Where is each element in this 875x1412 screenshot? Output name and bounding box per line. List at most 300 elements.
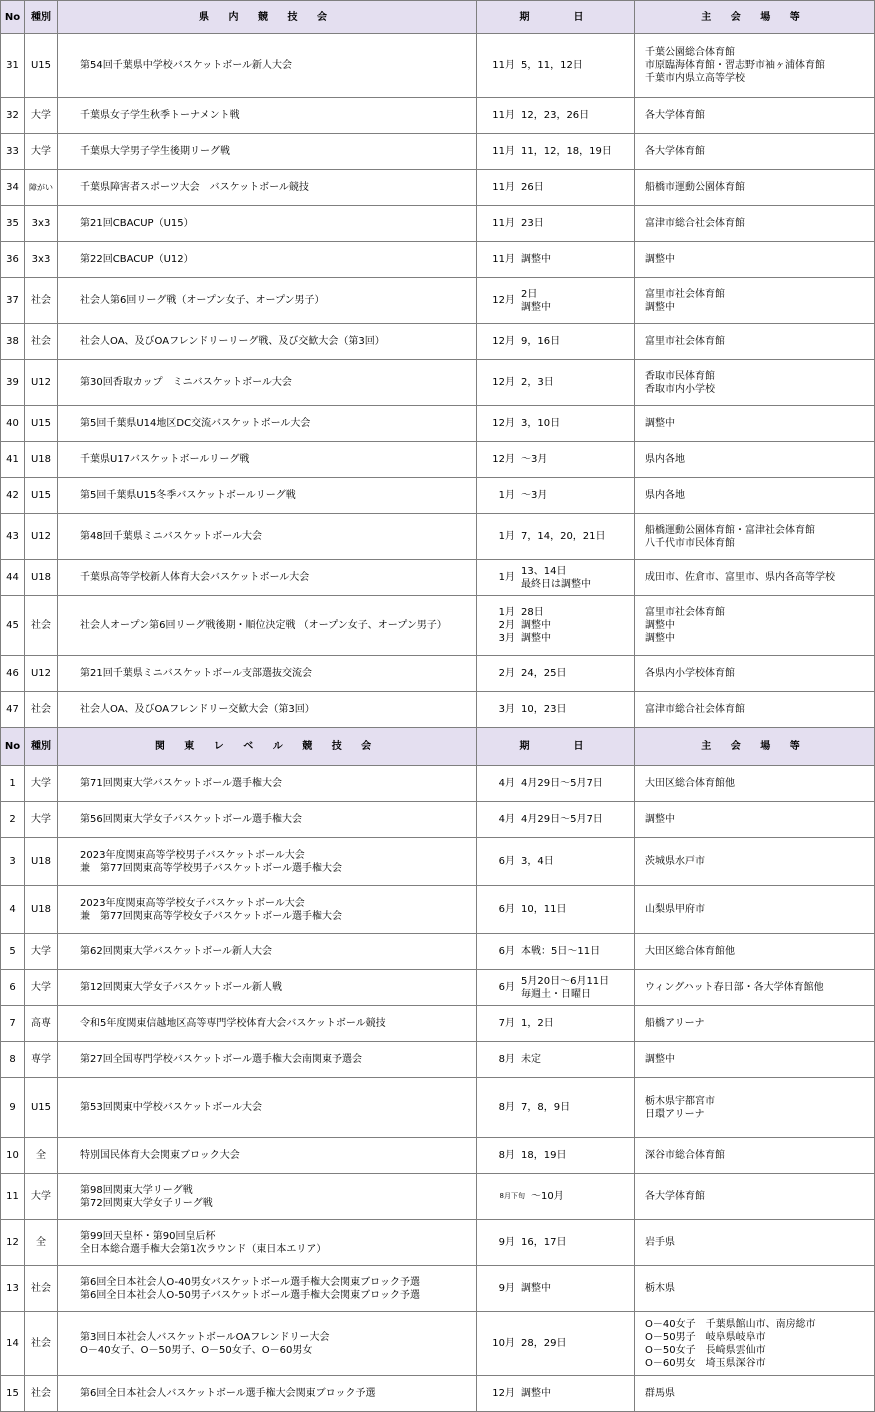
date-day: 28日: [521, 607, 544, 618]
row-venue: [635, 1174, 875, 1220]
event-name: 第71回関東大学バスケットボール選手権大会: [80, 778, 283, 789]
row-date: [477, 1312, 635, 1376]
date-day: 3，4日: [521, 856, 554, 867]
venue-name: 富津市総合社会体育館: [645, 218, 745, 229]
date-group: [485, 667, 634, 680]
row-number: 41: [1, 442, 25, 478]
row-category: U15: [25, 1078, 58, 1138]
row-number: 40: [1, 406, 25, 442]
row-event: [58, 34, 477, 98]
date-group: [485, 253, 634, 266]
table-row: [1, 1138, 875, 1174]
row-venue: [635, 324, 875, 360]
date-month: 3月: [498, 633, 515, 644]
venue-name: 香取市民体育館: [645, 370, 715, 382]
row-number: 14: [1, 1312, 25, 1376]
row-category: 全: [25, 1220, 58, 1266]
table-row: [1, 1376, 875, 1412]
row-number: 39: [1, 360, 25, 406]
table-row: [1, 1312, 875, 1376]
date-month: 2月: [498, 620, 515, 631]
row-number: 43: [1, 514, 25, 560]
table-row: [1, 170, 875, 206]
date-days: [521, 1053, 541, 1066]
venue-name: 各大学体育館: [645, 1191, 705, 1202]
date-month: 7月: [498, 1018, 515, 1029]
row-date: [477, 692, 635, 728]
row-date: [477, 406, 635, 442]
row-event: [58, 442, 477, 478]
row-date: [477, 478, 635, 514]
table-row: [1, 970, 875, 1006]
table-row: [1, 324, 875, 360]
row-event: [58, 242, 477, 278]
row-event: [58, 478, 477, 514]
date-day: 7，14，20，21日: [521, 531, 606, 542]
date-day: 本戦：5日～11日: [521, 946, 601, 957]
row-venue: [635, 560, 875, 596]
row-category: 全: [25, 1138, 58, 1174]
row-category: 大学: [25, 802, 58, 838]
venue-name: 市原臨海体育館・習志野市袖ヶ浦体育館: [645, 60, 825, 71]
date-days: [521, 903, 566, 916]
row-event: [58, 514, 477, 560]
date-month: 11月: [492, 254, 515, 265]
venue-name: 岩手県: [645, 1237, 675, 1248]
date-day: ～10月: [531, 1191, 564, 1202]
date-day: 未定: [521, 1054, 541, 1065]
row-venue: [635, 242, 875, 278]
row-date: [477, 656, 635, 692]
venue-name: 八千代市市民体育館: [645, 537, 735, 549]
row-date: [477, 242, 635, 278]
header-date: 期 日: [477, 1, 635, 34]
date-days: [521, 1149, 566, 1162]
row-event: [58, 206, 477, 242]
date-day: ～3月: [521, 490, 548, 501]
row-category: 障がい: [25, 170, 58, 206]
row-category: 3x3: [25, 242, 58, 278]
table-row: [1, 1266, 875, 1312]
date-month: 6月: [498, 856, 515, 867]
date-month: 11月: [492, 110, 515, 121]
row-date: [477, 1174, 635, 1220]
date-day: 4月29日～5月7日: [521, 814, 603, 825]
date-days: [521, 813, 603, 826]
event-name: O－40女子、O－50男子、O－50女子、O－60男女: [80, 1344, 313, 1356]
row-date: [477, 766, 635, 802]
date-month: 12月: [492, 336, 515, 347]
venue-name: O－50女子 長崎県雲仙市: [645, 1344, 766, 1356]
table-row: [1, 1042, 875, 1078]
date-month: 12月: [492, 418, 515, 429]
date-day: 28，29日: [521, 1338, 567, 1349]
row-date: [477, 514, 635, 560]
date-days: [521, 1282, 551, 1295]
row-event: [58, 692, 477, 728]
row-number: 35: [1, 206, 25, 242]
table-row: [1, 478, 875, 514]
event-name: 千葉県大学男子学生後期リーグ戦: [80, 146, 230, 157]
venue-name: 栃木県宇都宮市: [645, 1095, 715, 1107]
date-group: [485, 417, 634, 430]
event-name: 社会人第6回リーグ戦（オープン女子、オープン男子）: [80, 295, 325, 306]
date-group: [485, 1236, 634, 1249]
date-day: 調整中: [521, 254, 551, 265]
row-category: U18: [25, 560, 58, 596]
row-date: [477, 838, 635, 886]
table-row: [1, 1174, 875, 1220]
row-date: [477, 324, 635, 360]
row-date: [477, 34, 635, 98]
row-category: U18: [25, 886, 58, 934]
date-day: 調整中: [521, 620, 551, 631]
date-day: 18，19日: [521, 1150, 567, 1161]
table-row: [1, 278, 875, 324]
venue-name: 各大学体育館: [645, 146, 705, 157]
date-group: [485, 489, 634, 502]
date-group: [485, 217, 634, 230]
date-group: [485, 453, 634, 466]
date-month: 12月: [492, 454, 515, 465]
date-group: [485, 1337, 634, 1350]
event-name: 兼 第77回関東高等学校女子バスケットボール選手権大会: [80, 910, 343, 922]
date-group: [485, 1101, 634, 1114]
event-name: 第12回関東大学女子バスケットボール新人戦: [80, 982, 283, 993]
row-venue: [635, 514, 875, 560]
table-row: [1, 1006, 875, 1042]
date-day: 1，2日: [521, 1018, 554, 1029]
event-name: 令和5年度関東信越地区高等専門学校体育大会バスケットボール競技: [80, 1018, 386, 1029]
date-month: 8月下旬: [499, 1192, 525, 1200]
date-month: 12月: [492, 377, 515, 388]
date-days: [521, 181, 544, 194]
row-venue: [635, 406, 875, 442]
venue-name: ウィングハット春日部・各大学体育館他: [645, 982, 824, 993]
venue-name: 千葉公園総合体育館: [645, 47, 735, 58]
table-header-row: [1, 1, 875, 34]
row-category: U18: [25, 442, 58, 478]
date-group: [485, 530, 634, 543]
row-event: [58, 98, 477, 134]
venue-name: O－40女子 千葉県館山市、南房総市: [645, 1318, 816, 1330]
table-row: [1, 560, 875, 596]
row-event: [58, 1138, 477, 1174]
date-group: [485, 1149, 634, 1162]
venue-name: 調整中: [645, 301, 675, 313]
header-venue: 主 会 場 等: [635, 728, 875, 766]
date-group: [485, 1190, 634, 1203]
venue-name: 富里市社会体育館: [645, 288, 725, 300]
row-venue: [635, 278, 875, 324]
header-category: 種別: [25, 1, 58, 34]
date-days: [521, 335, 560, 348]
row-event: [58, 406, 477, 442]
row-number: 13: [1, 1266, 25, 1312]
row-venue: [635, 1220, 875, 1266]
date-month: 11月: [492, 146, 515, 157]
table-row: [1, 1220, 875, 1266]
date-day: 26日: [521, 182, 544, 193]
table-row: [1, 406, 875, 442]
row-category: 社会: [25, 1312, 58, 1376]
row-venue: [635, 478, 875, 514]
row-category: U12: [25, 656, 58, 692]
date-group: [485, 975, 634, 1001]
event-name: 千葉県U17バスケットボールリーグ戦: [80, 454, 250, 465]
row-venue: [635, 596, 875, 656]
row-venue: [635, 1376, 875, 1412]
venue-name: 群馬県: [645, 1388, 675, 1399]
event-name: 社会人OA、及びOAフレンドリー交歓大会（第3回）: [80, 704, 315, 715]
date-days: [521, 145, 612, 158]
row-date: [477, 886, 635, 934]
table-row: [1, 98, 875, 134]
row-event: [58, 838, 477, 886]
table-row: [1, 838, 875, 886]
date-day: 24，25日: [521, 668, 567, 679]
venue-name: 富津市総合社会体育館: [645, 704, 745, 715]
row-number: 11: [1, 1174, 25, 1220]
row-number: 12: [1, 1220, 25, 1266]
table-row: [1, 514, 875, 560]
row-number: 15: [1, 1376, 25, 1412]
date-group: [485, 335, 634, 348]
row-venue: [635, 1138, 875, 1174]
date-day: 13、14日: [521, 565, 567, 577]
venue-name: O－50男子 岐阜県岐阜市: [645, 1331, 766, 1343]
row-event: [58, 560, 477, 596]
row-category: 社会: [25, 278, 58, 324]
row-event: [58, 134, 477, 170]
row-venue: [635, 838, 875, 886]
table-row: [1, 134, 875, 170]
row-category: 3x3: [25, 206, 58, 242]
date-month: 1月: [498, 607, 515, 618]
table-row: [1, 692, 875, 728]
table-row: [1, 1078, 875, 1138]
event-name: 2023年度関東高等学校男子バスケットボール大会: [80, 849, 305, 861]
venue-name: 調整中: [645, 633, 675, 644]
venue-name: 船橋アリーナ: [645, 1018, 705, 1029]
event-name: 第5回千葉県U15冬季バスケットボールリーグ戦: [80, 490, 296, 501]
row-date: [477, 206, 635, 242]
date-days: [521, 59, 583, 72]
event-name: 第53回関東中学校バスケットボール大会: [80, 1102, 263, 1113]
row-number: 8: [1, 1042, 25, 1078]
row-venue: [635, 1266, 875, 1312]
date-group: [485, 703, 634, 716]
row-event: [58, 886, 477, 934]
date-month: 12月: [492, 295, 515, 306]
event-name: 社会人オープン第6回リーグ戦後期・順位決定戦 （オープン女子、オープン男子）: [80, 620, 447, 631]
event-name: 千葉県女子学生秋季トーナメント戦: [80, 110, 240, 121]
row-date: [477, 170, 635, 206]
date-group: [485, 145, 634, 158]
row-venue: [635, 442, 875, 478]
row-number: 1: [1, 766, 25, 802]
date-month: 1月: [498, 572, 515, 583]
row-date: [477, 934, 635, 970]
row-category: 社会: [25, 1266, 58, 1312]
date-day: 12，23，26日: [521, 110, 590, 121]
row-venue: [635, 934, 875, 970]
row-date: [477, 970, 635, 1006]
row-number: 45: [1, 596, 25, 656]
date-days: [521, 288, 551, 314]
row-venue: [635, 34, 875, 98]
row-category: U12: [25, 514, 58, 560]
event-name: 全日本総合選手権大会第1次ラウンド（東日本エリア）: [80, 1243, 327, 1255]
date-days: [521, 703, 566, 716]
event-name: 第21回CBACUP（U15）: [80, 218, 194, 229]
row-venue: [635, 802, 875, 838]
row-category: 社会: [25, 1376, 58, 1412]
venue-name: 富里市社会体育館: [645, 607, 725, 618]
event-name: 千葉県障害者スポーツ大会 バスケットボール競技: [80, 182, 309, 193]
date-group: [485, 1282, 634, 1295]
table-header-row: [1, 728, 875, 766]
row-category: 社会: [25, 692, 58, 728]
venue-name: 県内各地: [645, 490, 685, 501]
date-day: 調整中: [521, 1283, 551, 1294]
venue-name: O－60男女 埼玉県深谷市: [645, 1357, 766, 1369]
header-no: No: [1, 1, 25, 34]
event-name: 2023年度関東高等学校女子バスケットボール大会: [80, 897, 305, 909]
row-number: 6: [1, 970, 25, 1006]
row-event: [58, 1220, 477, 1266]
venue-name: 調整中: [645, 814, 675, 825]
date-days: [521, 565, 591, 591]
row-event: [58, 656, 477, 692]
venue-name: 船橋市運動公園体育館: [645, 182, 745, 193]
row-date: [477, 596, 635, 656]
date-days: [521, 1017, 554, 1030]
row-venue: [635, 1006, 875, 1042]
date-group: [485, 606, 634, 645]
row-category: 大学: [25, 1174, 58, 1220]
header-event: 県 内 競 技 会: [58, 1, 477, 34]
date-day: 調整中: [521, 301, 551, 313]
venue-name: 山梨県甲府市: [645, 904, 705, 915]
date-day: 2日: [521, 288, 538, 300]
row-category: 大学: [25, 934, 58, 970]
date-month: 6月: [498, 946, 515, 957]
table-row: [1, 596, 875, 656]
row-date: [477, 98, 635, 134]
venue-name: 船橋運動公園体育館・富津社会体育館: [645, 524, 815, 536]
event-name: 第3回日本社会人バスケットボールOAフレンドリー大会: [80, 1331, 330, 1343]
event-name: 第72回関東大学女子リーグ戦: [80, 1197, 213, 1209]
venue-name: 調整中: [645, 1054, 675, 1065]
date-month: 11月: [492, 60, 515, 71]
table-row: [1, 766, 875, 802]
event-name: 第30回香取カップ ミニバスケットボール大会: [80, 377, 292, 388]
date-day: 7，8，9日: [521, 1102, 571, 1113]
table-row: [1, 886, 875, 934]
venue-name: 調整中: [645, 620, 675, 631]
row-event: [58, 1174, 477, 1220]
table-row: [1, 242, 875, 278]
row-number: 4: [1, 886, 25, 934]
row-event: [58, 1266, 477, 1312]
date-month: 11月: [492, 218, 515, 229]
event-name: 第6回全日本社会人バスケットボール選手権大会関東ブロック予選: [80, 1388, 376, 1399]
date-day: 23日: [521, 218, 544, 229]
event-name: 千葉県高等学校新人体育大会バスケットボール大会: [80, 572, 310, 583]
venue-name: 日環アリーナ: [645, 1108, 705, 1120]
row-venue: [635, 692, 875, 728]
date-day: 10，23日: [521, 704, 567, 715]
row-number: 5: [1, 934, 25, 970]
row-event: [58, 278, 477, 324]
row-venue: [635, 656, 875, 692]
row-number: 3: [1, 838, 25, 886]
date-day: 11，12，18，19日: [521, 146, 612, 157]
venue-name: 千葉市内県立高等学校: [645, 73, 745, 84]
date-month: 9月: [498, 1283, 515, 1294]
date-group: [485, 1017, 634, 1030]
row-event: [58, 970, 477, 1006]
row-number: 33: [1, 134, 25, 170]
venue-name: 富里市社会体育館: [645, 336, 725, 347]
event-name: 第21回千葉県ミニバスケットボール支部選抜交流会: [80, 668, 313, 679]
table-row: [1, 206, 875, 242]
date-days: [521, 667, 566, 680]
venue-name: 香取市内小学校: [645, 383, 715, 395]
date-days: [521, 1101, 570, 1114]
event-name: 兼 第77回関東高等学校男子バスケットボール選手権大会: [80, 862, 343, 874]
row-venue: [635, 134, 875, 170]
event-name: 第27回全国専門学校バスケットボール選手権大会南関東予選会: [80, 1054, 363, 1065]
date-month: 9月: [498, 1237, 515, 1248]
date-group: [485, 903, 634, 916]
row-category: 高専: [25, 1006, 58, 1042]
venue-name: 調整中: [645, 254, 675, 265]
date-day: 5月20日～6月11日: [521, 975, 610, 987]
date-day: ～3月: [521, 454, 548, 465]
row-venue: [635, 1312, 875, 1376]
row-date: [477, 278, 635, 324]
date-month: 4月: [498, 778, 515, 789]
venue-name: 栃木県: [645, 1283, 675, 1294]
date-day: 3，10日: [521, 418, 561, 429]
row-event: [58, 766, 477, 802]
header-category: 種別: [25, 728, 58, 766]
date-days: [521, 855, 554, 868]
row-number: 37: [1, 278, 25, 324]
date-group: [485, 59, 634, 72]
table-row: [1, 656, 875, 692]
date-days: [521, 109, 589, 122]
event-name: 第62回関東大学バスケットボール新人大会: [80, 946, 273, 957]
date-day: 16，17日: [521, 1237, 567, 1248]
row-number: 32: [1, 98, 25, 134]
row-category: U15: [25, 478, 58, 514]
row-date: [477, 1138, 635, 1174]
row-date: [477, 442, 635, 478]
row-event: [58, 1078, 477, 1138]
row-category: U12: [25, 360, 58, 406]
date-days: [521, 1387, 551, 1400]
venue-name: 成田市、佐倉市、富里市、県内各高等学校: [645, 572, 835, 583]
row-venue: [635, 206, 875, 242]
row-number: 38: [1, 324, 25, 360]
row-category: 大学: [25, 970, 58, 1006]
date-days: [521, 453, 547, 466]
date-group: [485, 855, 634, 868]
date-group: [485, 777, 634, 790]
